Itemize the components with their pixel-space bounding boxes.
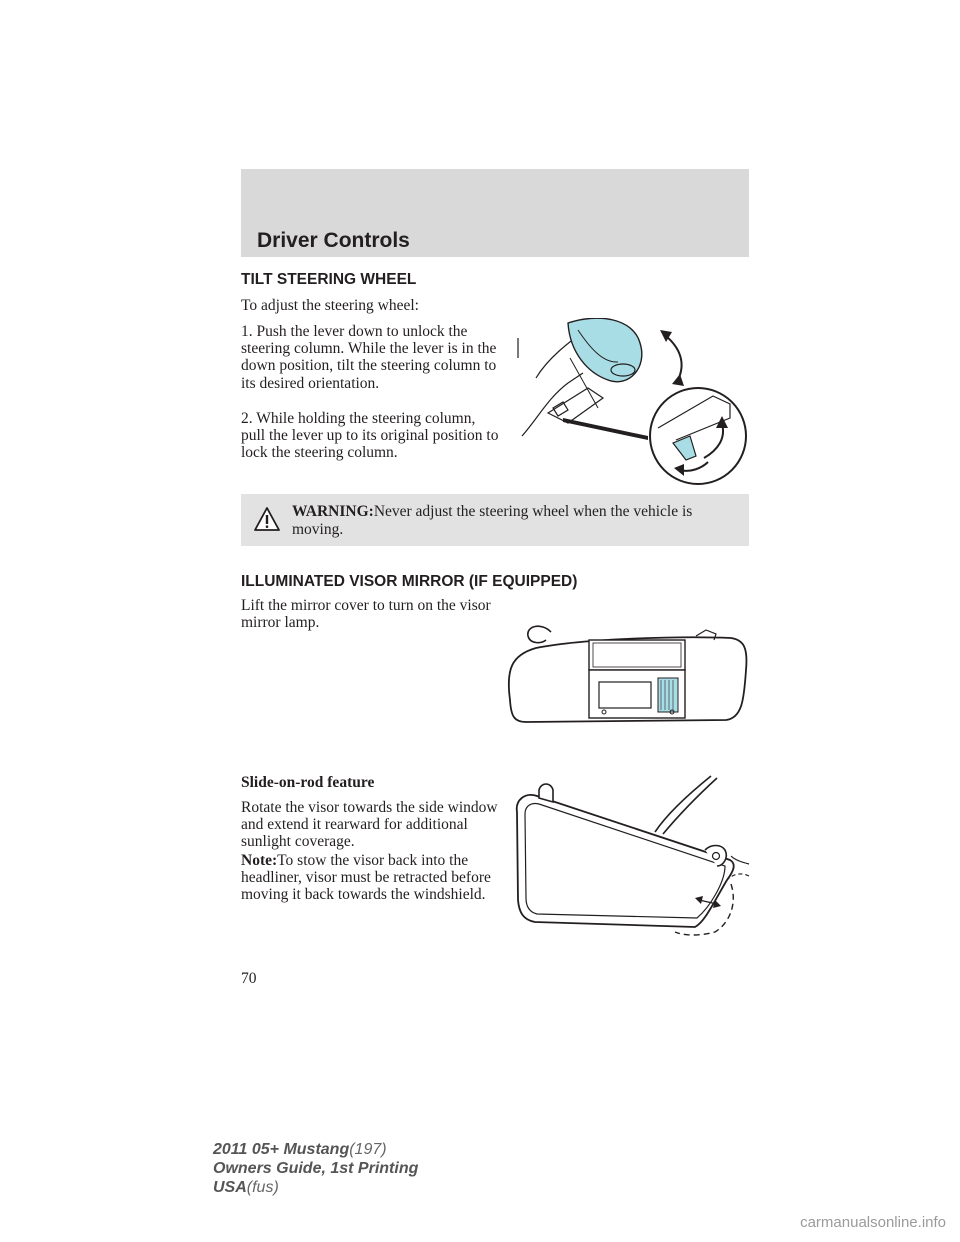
footer-market-code: (fus) bbox=[246, 1179, 279, 1196]
warning-text bbox=[292, 503, 738, 538]
slide-on-rod-illustration bbox=[505, 772, 753, 942]
visor-mirror-illustration bbox=[506, 620, 750, 724]
footer-market: USA bbox=[213, 1179, 247, 1196]
page-number: 70 bbox=[241, 970, 257, 987]
warning-body: Never adjust the steering wheel when the vehicle is moving. bbox=[292, 503, 693, 538]
tilt-steering-heading: TILT STEERING WHEEL bbox=[241, 271, 417, 288]
footer-model-code: (197) bbox=[349, 1141, 387, 1158]
warning-triangle-icon bbox=[253, 506, 281, 532]
footer-model: 2011 05+ Mustang bbox=[213, 1141, 350, 1158]
watermark-link[interactable]: carmanualsonline.info bbox=[800, 1214, 946, 1231]
footer-print-info bbox=[213, 1140, 418, 1197]
footer-edition: Owners Guide, 1st Printing bbox=[213, 1160, 419, 1177]
visor-mirror-heading: ILLUMINATED VISOR MIRROR (IF EQUIPPED) bbox=[241, 573, 578, 590]
tilt-steering-illustration bbox=[508, 318, 750, 486]
warning-box bbox=[241, 494, 749, 546]
visor-mirror-text: Lift the mirror cover to turn on the visor mirror lamp. bbox=[241, 597, 491, 632]
warning-label: WARNING: bbox=[292, 503, 374, 520]
note-label: Note: bbox=[241, 852, 278, 869]
tilt-intro-text: To adjust the steering wheel: bbox=[241, 297, 419, 314]
slide-on-rod-heading: Slide-on-rod feature bbox=[241, 774, 375, 791]
slide-on-rod-note bbox=[241, 852, 503, 904]
tilt-step-1-text: 1. Push the lever down to unlock the steering column. While the lever is in the down position, tilt the steering column to its desired orientation. bbox=[241, 323, 497, 392]
note-text: To stow the visor back into the headliner, visor must be retracted before moving it back towards the windshield. bbox=[241, 852, 491, 904]
slide-on-rod-text: Rotate the visor towards the side window and extend it rearward for additional sunlight coverage. bbox=[241, 799, 498, 851]
tilt-step-2-text: 2. While holding the steering column, pull the lever up to its original position to lock the steering column. bbox=[241, 410, 499, 462]
section-title: Driver Controls bbox=[257, 229, 410, 252]
